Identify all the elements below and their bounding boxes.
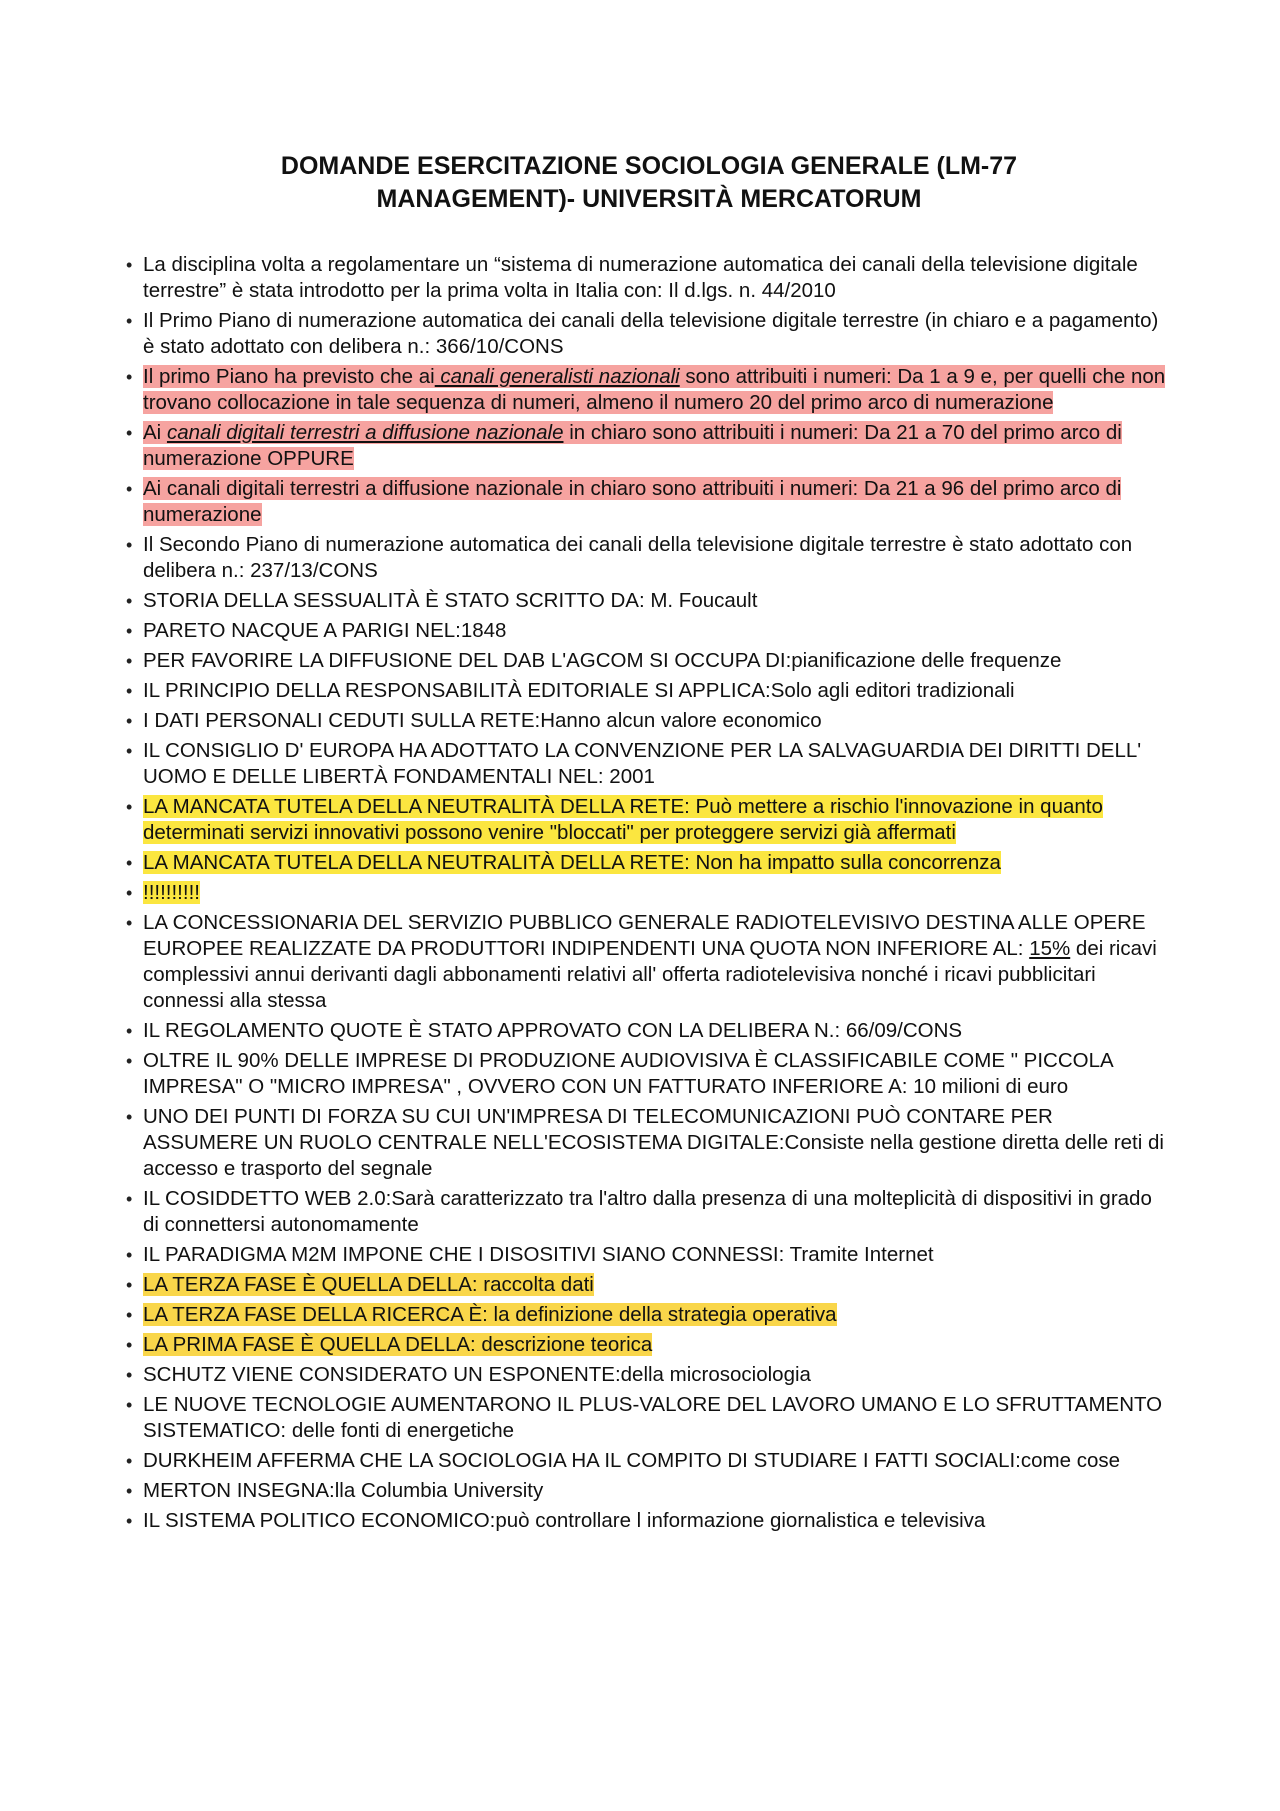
question-item: • LE NUOVE TECNOLOGIE AUMENTARONO IL PLUS-VALORE DEL LAVORO UMANO E LO SFRUTTAMENTO SISTEMATICO: delle fonti di energetiche	[130, 1392, 1168, 1444]
question-item: • MERTON INSEGNA:lla Columbia University	[130, 1478, 1168, 1504]
question-item-highlighted: • Il primo Piano ha previsto che ai canali generalisti nazionali sono attribuiti i numeri: Da 1 a 9 e, per quelli che non trovano collocazione in tale sequenza di numeri, almeno il numero 20 del primo arco di numerazione	[130, 364, 1168, 416]
question-item: • IL COSIDDETTO WEB 2.0:Sarà caratterizzato tra l'altro dalla presenza di una molteplicità di dispositivi in grado di connettersi autonomamente	[130, 1186, 1168, 1238]
question-item: • PER FAVORIRE LA DIFFUSIONE DEL DAB L'AGCOM SI OCCUPA DI:pianificazione delle frequenze	[130, 648, 1168, 674]
question-item: • Il Secondo Piano di numerazione automatica dei canali della televisione digitale terrestre è stato adottato con delibera n.: 237/13/CONS	[130, 532, 1168, 584]
question-item: • I DATI PERSONALI CEDUTI SULLA RETE:Hanno alcun valore economico	[130, 708, 1168, 734]
question-item: • UNO DEI PUNTI DI FORZA SU CUI UN'IMPRESA DI TELECOMUNICAZIONI PUÒ CONTARE PER ASSUMERE UN RUOLO CENTRALE NELL'ECOSISTEMA DIGITALE:Consiste nella gestione diretta delle reti di accesso e trasporto del segnale	[130, 1104, 1168, 1182]
question-item-highlighted: • LA TERZA FASE DELLA RICERCA È: la definizione della strategia operativa	[130, 1302, 1168, 1328]
question-item: • PARETO NACQUE A PARIGI NEL:1848	[130, 618, 1168, 644]
question-item: • DURKHEIM AFFERMA CHE LA SOCIOLOGIA HA IL COMPITO DI STUDIARE I FATTI SOCIALI:come cose	[130, 1448, 1168, 1474]
question-item: • STORIA DELLA SESSUALITÀ È STATO SCRITTO DA: M. Foucault	[130, 588, 1168, 614]
question-item-highlighted: • LA MANCATA TUTELA DELLA NEUTRALITÀ DELLA RETE: Può mettere a rischio l'innovazione in quanto determinati servizi innovativi possono venire "bloccati" per proteggere servizi già affermati	[130, 794, 1168, 846]
underlined-term: canali generalisti nazionali	[434, 365, 680, 388]
question-item: • IL CONSIGLIO D' EUROPA HA ADOTTATO LA CONVENZIONE PER LA SALVAGUARDIA DEI DIRITTI DELL' UOMO E DELLE LIBERTÀ FONDAMENTALI NEL: 2001	[130, 738, 1168, 790]
underlined-term: canali digitali terrestri a diffusione nazionale	[166, 421, 564, 444]
title-line-1: DOMANDE ESERCITAZIONE SOCIOLOGIA GENERALE (LM-77	[280, 152, 1018, 180]
question-item-highlighted: • !!!!!!!!!!	[130, 880, 1168, 906]
question-item-highlighted: • LA TERZA FASE È QUELLA DELLA: raccolta dati	[130, 1272, 1168, 1298]
title-line-2: MANAGEMENT)- UNIVERSITÀ MERCATORUM	[376, 185, 922, 213]
question-item: • IL REGOLAMENTO QUOTE È STATO APPROVATO CON LA DELIBERA N.: 66/09/CONS	[130, 1018, 1168, 1044]
question-item: • OLTRE IL 90% DELLE IMPRESE DI PRODUZIONE AUDIOVISIVA È CLASSIFICABILE COME " PICCOLA IMPRESA" O "MICRO IMPRESA" , OVVERO CON UN FATTURATO INFERIORE A: 10 milioni di euro	[130, 1048, 1168, 1100]
question-item: • La disciplina volta a regolamentare un “sistema di numerazione automatica dei canali della televisione digitale terrestre” è stata introdotto per la prima volta in Italia con: Il d.lgs. n. 44/2010	[130, 252, 1168, 304]
underlined-value: 15%	[1029, 937, 1071, 960]
question-item-highlighted: • LA PRIMA FASE È QUELLA DELLA: descrizione teorica	[130, 1332, 1168, 1358]
question-item: • IL PRINCIPIO DELLA RESPONSABILITÀ EDITORIALE SI APPLICA:Solo agli editori tradizionali	[130, 678, 1168, 704]
question-list	[130, 252, 1168, 1534]
question-item: • SCHUTZ VIENE CONSIDERATO UN ESPONENTE:della microsociologia	[130, 1362, 1168, 1388]
question-item: • Il Primo Piano di numerazione automatica dei canali della televisione digitale terrestre (in chiaro e a pagamento) è stato adottato con delibera n.: 366/10/CONS	[130, 308, 1168, 360]
question-item-highlighted: • LA MANCATA TUTELA DELLA NEUTRALITÀ DELLA RETE: Non ha impatto sulla concorrenza	[130, 850, 1168, 876]
question-item: • LA CONCESSIONARIA DEL SERVIZIO PUBBLICO GENERALE RADIOTELEVISIVO DESTINA ALLE OPERE EUROPEE REALIZZATE DA PRODUTTORI INDIPENDENTI UNA QUOTA NON INFERIORE AL: 15% dei ricavi complessivi annui derivanti dagli abbonamenti relativi all' offerta radiotelevisiva nonché i ricavi pubblicitari connessi alla stessa	[130, 910, 1168, 1014]
question-item-highlighted: • Ai canali digitali terrestri a diffusione nazionale in chiaro sono attribuiti i numeri: Da 21 a 70 del primo arco di numerazione OPPURE	[130, 420, 1168, 472]
question-item: • IL SISTEMA POLITICO ECONOMICO:può controllare l informazione giornalistica e televisiva	[130, 1508, 1168, 1534]
document-title	[130, 150, 1168, 216]
question-item-highlighted: • Ai canali digitali terrestri a diffusione nazionale in chiaro sono attribuiti i numeri: Da 21 a 96 del primo arco di numerazione	[130, 476, 1168, 528]
question-item: • IL PARADIGMA M2M IMPONE CHE I DISOSITIVI SIANO CONNESSI: Tramite Internet	[130, 1242, 1168, 1268]
